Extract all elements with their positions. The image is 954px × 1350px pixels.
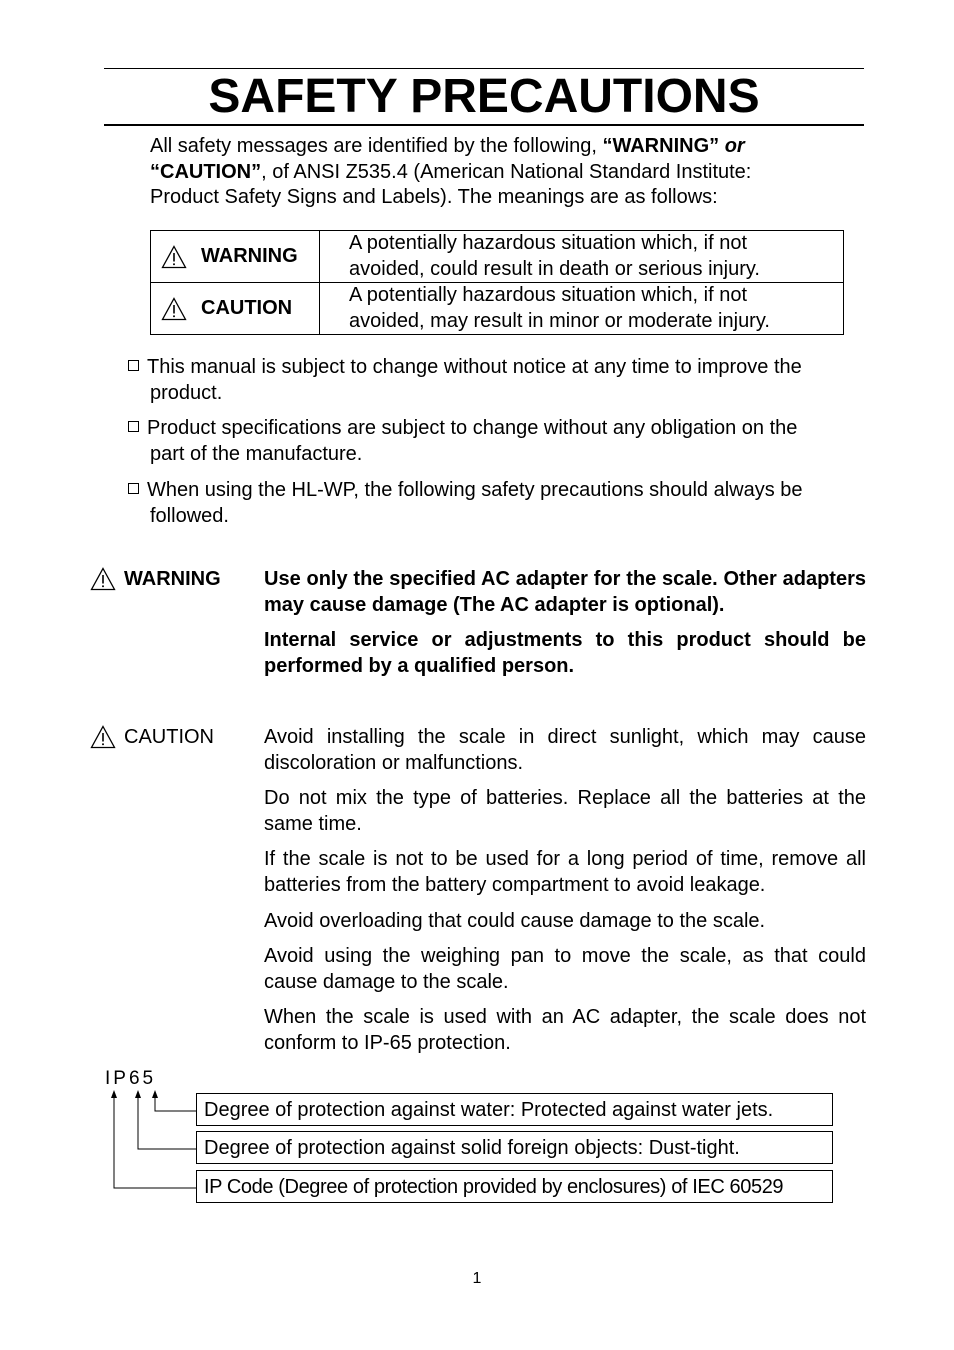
page-number: 1 (472, 1270, 482, 1287)
intro-text-3: Product Safety Signs and Labels). The meanings are as follows: (150, 186, 718, 208)
ip-solid-box: Degree of protection against solid foreign objects: Dust-tight. (196, 1131, 833, 1164)
bullet-text: This manual is subject to change without notice at any time to improve the (147, 356, 802, 378)
meaning-line: A potentially hazardous situation which, if not (349, 232, 748, 254)
bullet-text: part of the manufacture. (150, 442, 363, 465)
warning-paragraph: Use only the specified AC adapter for the scale. Other adapters may cause damage (The AC adapter is optional). (264, 568, 866, 616)
ip-code-label: IP65 (105, 1068, 157, 1089)
warning-paragraph: Internal service or adjustments to this product should be performed by a qualified person. (264, 629, 866, 677)
intro-or: or (719, 135, 745, 157)
warning-label: WARNING (124, 567, 221, 590)
bullet-text: product. (150, 381, 223, 404)
caution-label: CAUTION (124, 725, 214, 748)
intro-text-2: , of ANSI Z535.4 (American National Standard Institute: (261, 160, 752, 183)
intro-caution-term: “CAUTION” (150, 160, 262, 183)
caution-paragraph: Avoid overloading that could cause damage to the scale. (264, 910, 766, 932)
signal-label: CAUTION (201, 297, 293, 319)
meaning-line: avoided, may result in minor or moderate injury. (349, 309, 770, 332)
caution-paragraph: Avoid installing the scale in direct sunlight, which may cause discoloration or malfunctions. (264, 726, 866, 774)
caution-paragraph: Do not mix the type of batteries. Replace all the batteries at the same time. (264, 787, 866, 835)
meaning-line: avoided, could result in death or serious injury. (349, 257, 760, 280)
caution-paragraph: If the scale is not to be used for a long period of time, remove all batteries from the battery compartment to avoid leakage. (264, 848, 866, 896)
bullet-text: When using the HL-WP, the following safety precautions should always be (147, 479, 803, 501)
bullet-text: Product specifications are subject to change without any obligation on the (147, 417, 798, 439)
bullet-text: followed. (150, 504, 229, 527)
intro-warning-term: “WARNING” (602, 135, 720, 157)
ip-code-box: IP Code (Degree of protection provided by enclosures) of IEC 60529 (196, 1170, 833, 1203)
caution-paragraph: When the scale is used with an AC adapter, the scale does not conform to IP-65 protection. (264, 1006, 866, 1054)
caution-paragraph: Avoid using the weighing pan to move the scale, as that could cause damage to the scale. (264, 945, 866, 993)
signal-label: WARNING (201, 245, 298, 267)
ip-water-box: Degree of protection against water: Protected against water jets. (196, 1093, 833, 1126)
page-title: SAFETY PRECAUTIONS (208, 70, 760, 123)
intro-text-1: All safety messages are identified by the following, (150, 135, 603, 157)
meaning-line: A potentially hazardous situation which, if not (349, 284, 748, 306)
